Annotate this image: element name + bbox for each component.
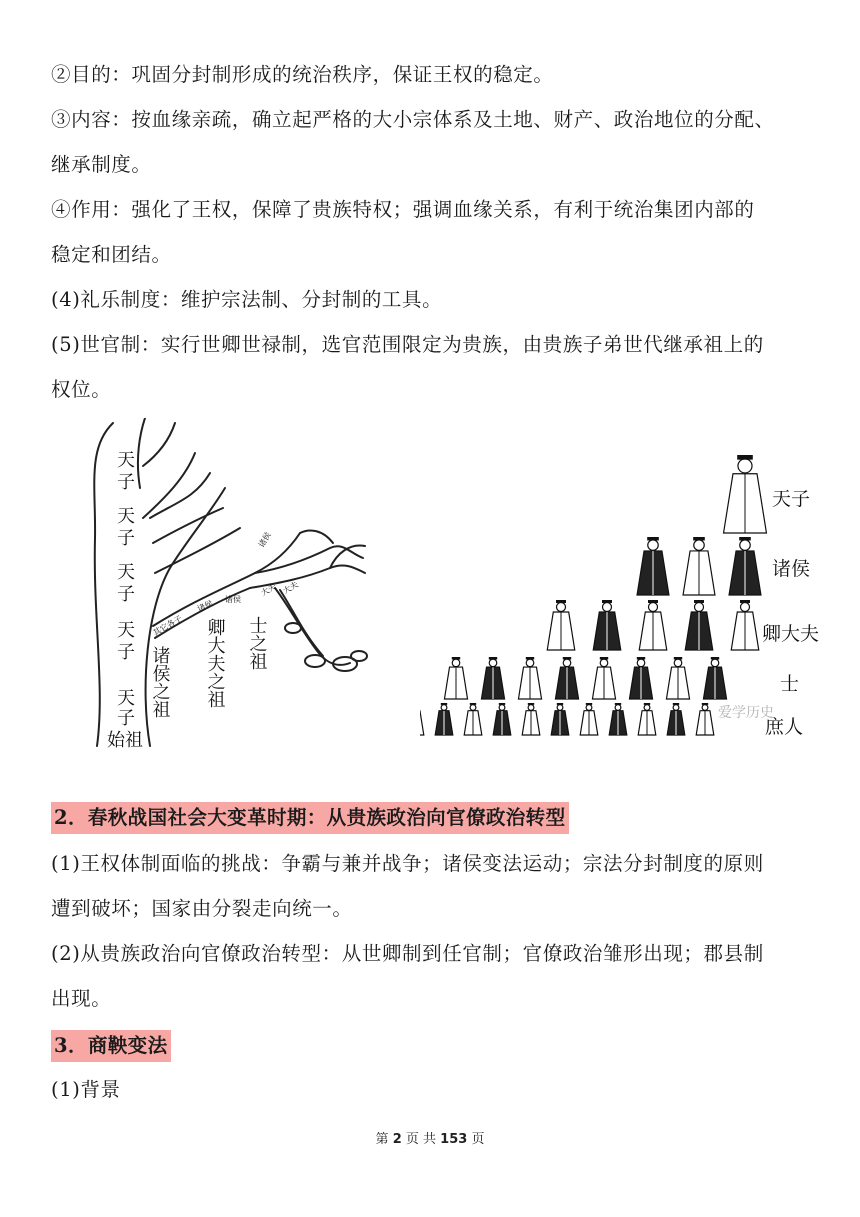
level-label-tianzi: 天子 xyxy=(772,488,811,510)
person-figure xyxy=(685,600,713,650)
footer-prefix: 第 xyxy=(375,1132,389,1147)
person-figure xyxy=(481,657,504,699)
trunk-label: 子 xyxy=(117,708,135,729)
trunk-label: 子 xyxy=(117,584,135,605)
person-figure xyxy=(592,657,615,699)
person-figure xyxy=(637,537,669,595)
section2-line: 出现。 xyxy=(51,987,112,1010)
person-figure xyxy=(518,657,541,699)
person-figure xyxy=(555,657,578,699)
branch-label-zhuhou: 诸侯之祖 xyxy=(149,646,171,718)
person-figure xyxy=(435,703,453,735)
paragraph-effect: ④作用：强化了王权，保障了贵族特权；强调血缘关系，有利于统治集团内部的 xyxy=(51,198,755,221)
footer-total-pages: 153 xyxy=(440,1132,468,1147)
branch-label-qingdafu: 卿大夫之祖 xyxy=(204,618,226,708)
branch-small-label: 诸侯 xyxy=(256,530,273,549)
footer-middle: 页 共 xyxy=(405,1132,437,1147)
paragraph-hereditary-cont: 权位。 xyxy=(51,378,112,401)
person-figure xyxy=(731,600,759,650)
branch-small-label: 大夫 xyxy=(259,581,278,598)
person-figure xyxy=(609,703,627,735)
branch-small-label: 其它各子 xyxy=(151,613,184,638)
person-figure xyxy=(703,657,726,699)
person-figure xyxy=(667,703,685,735)
clan-tree-figure xyxy=(75,418,375,753)
trunk-label: 天 xyxy=(117,450,135,471)
person-figure xyxy=(638,703,656,735)
person-figure xyxy=(666,657,689,699)
paragraph-content: ③内容：按血缘亲疏，确立起严格的大小宗体系及土地、财产、政治地位的分配、 xyxy=(51,108,775,131)
section2-line: (1)王权体制面临的挑战：争霸与兼并战争；诸侯变法运动；宗法分封制度的原则 xyxy=(51,852,764,875)
footer-suffix: 页 xyxy=(471,1132,485,1147)
person-figure xyxy=(629,657,652,699)
level-label-shuren: 庶人 xyxy=(765,716,804,738)
person-figure xyxy=(683,537,715,595)
person-figure xyxy=(420,703,424,735)
trunk-label: 天 xyxy=(117,562,135,583)
level-label-shi: 士 xyxy=(780,673,800,695)
paragraph-effect-cont: 稳定和团结。 xyxy=(51,243,172,266)
trunk-label: 天 xyxy=(117,620,135,641)
paragraph-hereditary: (5)世官制：实行世卿世禄制，选官范围限定为贵族，由贵族子弟世代继承祖上的 xyxy=(51,333,764,356)
person-figure xyxy=(724,455,767,533)
paragraph-purpose: ②目的：巩固分封制形成的统治秩序，保证王权的稳定。 xyxy=(51,63,554,86)
trunk-label: 天 xyxy=(117,688,135,709)
section2-line: (2)从贵族政治向官僚政治转型：从世卿制到任官制；官僚政治雏形出现；郡县制 xyxy=(51,942,764,965)
level-label-zhuhou: 诸侯 xyxy=(772,558,811,580)
person-figure xyxy=(580,703,598,735)
branch-small-label: 大夫 xyxy=(281,579,300,596)
person-figure xyxy=(522,703,540,735)
watermark-text: 爱学历史 xyxy=(718,705,774,721)
person-figure xyxy=(696,703,714,735)
section3-line: (1)背景 xyxy=(51,1078,121,1101)
trunk-label: 祖 xyxy=(125,730,143,751)
paragraph-content-cont: 继承制度。 xyxy=(51,153,152,176)
person-figure xyxy=(551,703,569,735)
paragraph-rites-music: (4)礼乐制度：维护宗法制、分封制的工具。 xyxy=(51,288,443,311)
page-footer xyxy=(0,1128,860,1147)
person-figure xyxy=(729,537,761,595)
branch-small-label: 诸侯 xyxy=(196,598,215,614)
person-figure xyxy=(639,600,667,650)
level-label-qingdafu: 卿大夫 xyxy=(762,623,820,645)
person-figure xyxy=(493,703,511,735)
hierarchy-pyramid-figure xyxy=(420,445,825,745)
trunk-label: 子 xyxy=(117,642,135,663)
section-heading-2: 2．春秋战国社会大变革时期：从贵族政治向官僚政治转型 xyxy=(51,802,569,834)
branch-label-shi: 士之祖 xyxy=(246,616,268,670)
person-figure xyxy=(464,703,482,735)
trunk-label: 子 xyxy=(117,528,135,549)
trunk-label: 子 xyxy=(117,472,135,493)
trunk-label: 天 xyxy=(117,506,135,527)
section2-line: 遭到破坏；国家由分裂走向统一。 xyxy=(51,897,353,920)
section-heading-3: 3．商鞅变法 xyxy=(51,1030,171,1062)
branch-small-label: 诸侯 xyxy=(225,595,241,604)
footer-page-number: 2 xyxy=(392,1132,402,1147)
person-figure xyxy=(593,600,621,650)
person-figure xyxy=(547,600,575,650)
person-figure xyxy=(444,657,467,699)
trunk-label: 始 xyxy=(107,730,125,751)
